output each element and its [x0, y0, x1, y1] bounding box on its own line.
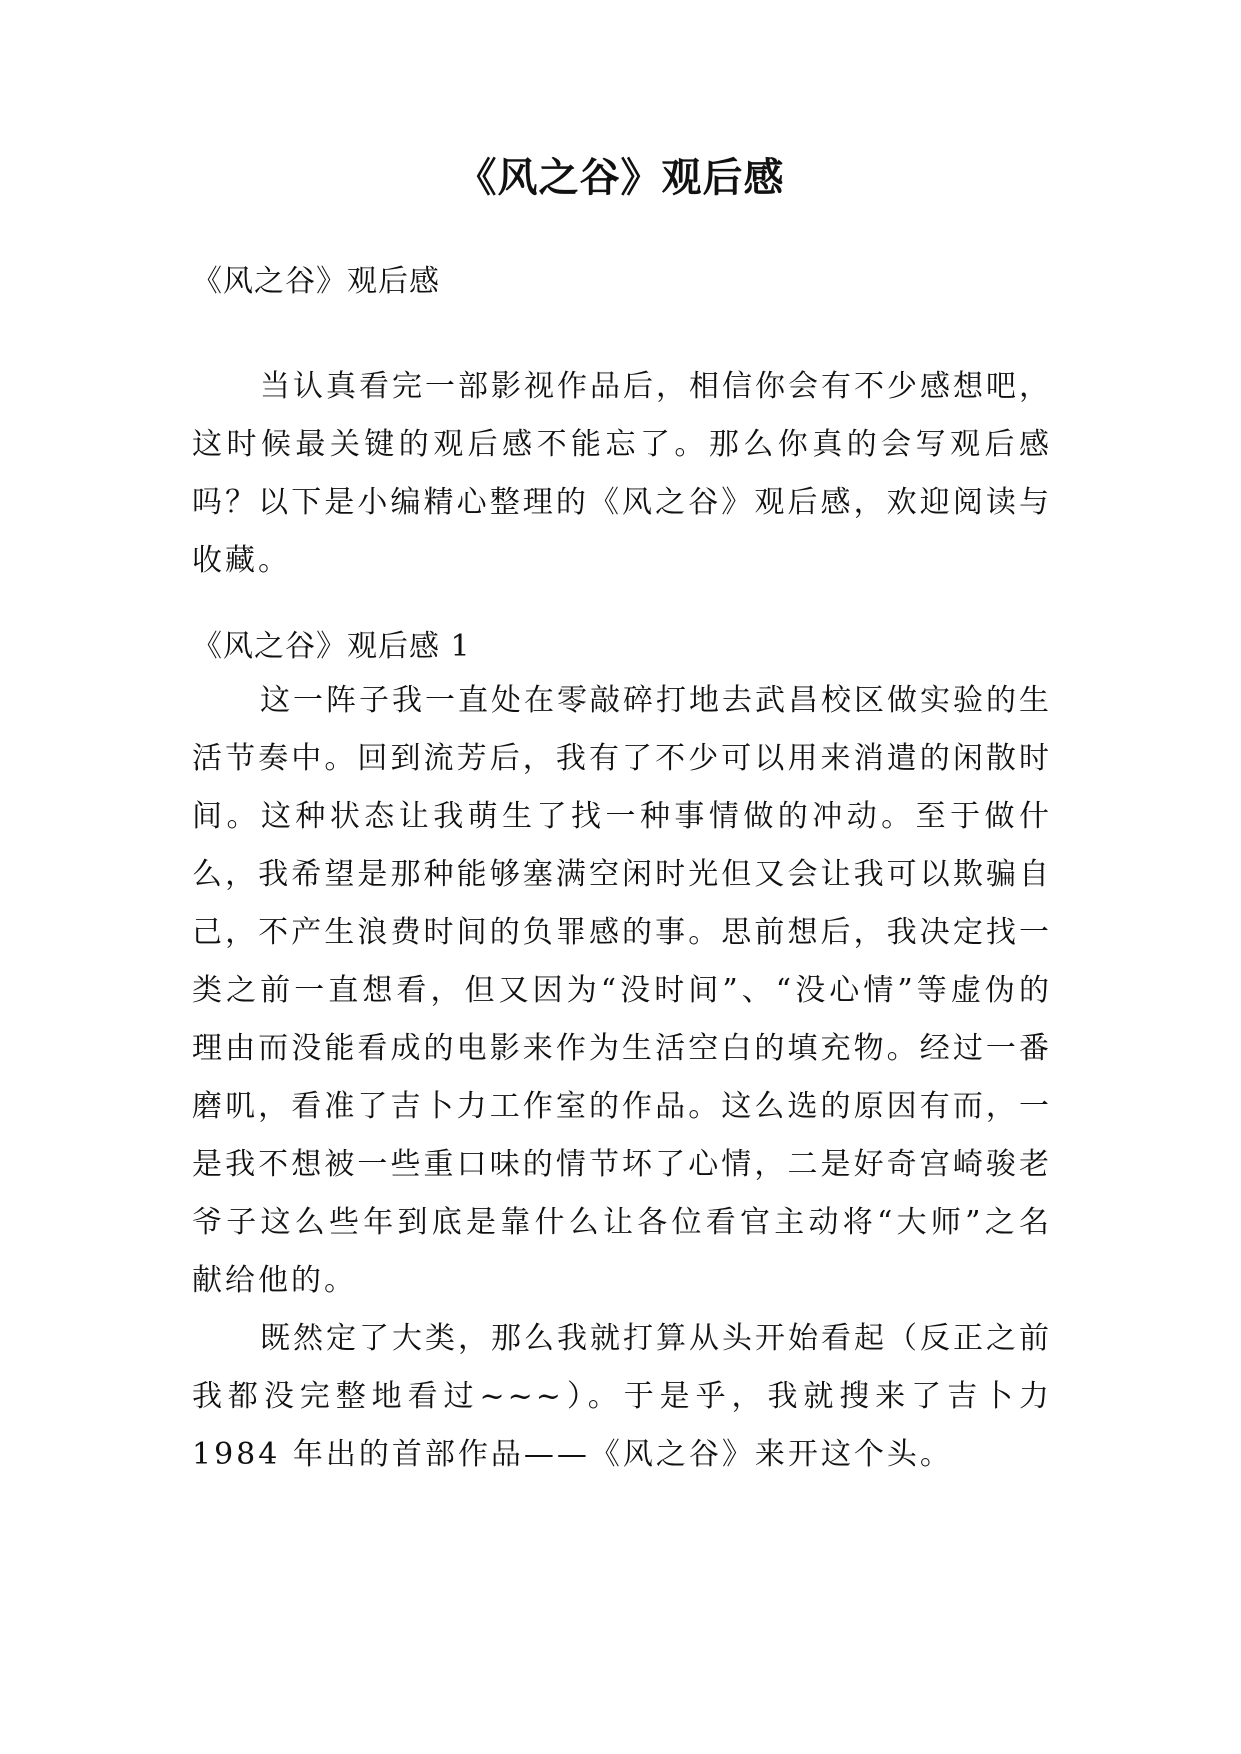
- document-title: 《风之谷》观后感: [456, 155, 785, 201]
- section-heading: 《风之谷》观后感 1: [192, 629, 471, 664]
- intro-paragraph: 当认真看完一部影视作品后，相信你会有不少感想吧，这时候最关键的观后感不能忘了。那么你真的会写观后感吗？以下是小编精心整理的《风之谷》观后感，欢迎阅读与收藏。: [192, 369, 1052, 578]
- document-subtitle: 《风之谷》观后感: [192, 264, 440, 299]
- intro-paragraph-block: [192, 358, 1052, 590]
- body-paragraph: 这一阵子我一直处在零敲碎打地去武昌校区做实验的生活节奏中。回到流芳后，我有了不少可以用来消遣的闲散时间。这种状态让我萌生了找一种事情做的冲动。至于做什么，我希望是那种能够塞满空闲时光但又会让我可以欺骗自己，不产生浪费时间的负罪感的事。思前想后，我决定找一类之前一直想看，但又因为“没时间”、“没心情”等虚伪的理由而没能看成的电影来作为生活空白的填充物。经过一番磨叽，看准了吉卜力工作室的作品。这么选的原因有而，一是我不想被一些重口味的情节坏了心情，二是好奇宫崎骏老爷子这么些年到底是靠什么让各位看官主动将“大师”之名献给他的。: [192, 683, 1052, 1298]
- body-paragraph: 既然定了大类，那么我就打算从头开始看起（反正之前我都没完整地看过~~~）。于是乎，我就搜来了吉卜力 1984 年出的首部作品——《风之谷》来开这个头。: [192, 1321, 1052, 1472]
- section-body: [192, 672, 1052, 1484]
